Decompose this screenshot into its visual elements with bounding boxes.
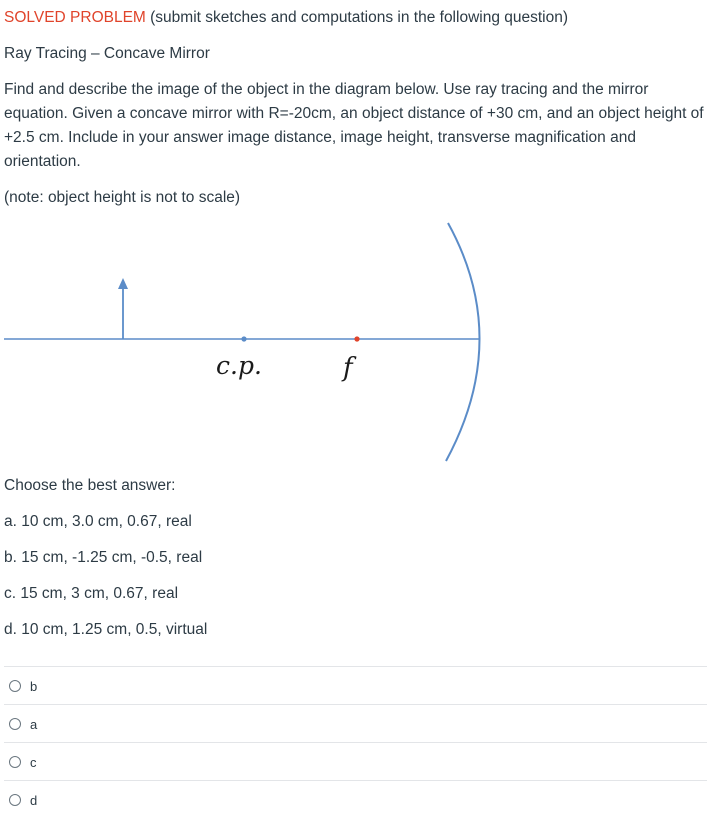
question-title: [4, 9, 568, 27]
question-body: Find and describe the image of the object in the diagram below. Use ray tracing and the mirror equation. Given a concave mirror with R=-20cm, an object distance of +30 cm, and an object height of +2.5 cm. Include in your answer image distance, image height, transverse magnification and orientation.: [4, 81, 704, 170]
answer-label: a: [30, 716, 38, 732]
answer-label: c: [30, 754, 37, 770]
mirror-diagram: [0, 218, 715, 468]
cp-dot: [241, 336, 246, 341]
concave-mirror: [446, 223, 480, 461]
answer-option-b[interactable]: [4, 666, 707, 705]
title-instructions: (submit sketches and computations in the following question): [145, 9, 569, 26]
radio-button[interactable]: [9, 680, 21, 692]
choice-b-text: b. 15 cm, -1.25 cm, -0.5, real: [4, 549, 203, 566]
choice-a-text: a. 10 cm, 3.0 cm, 0.67, real: [4, 513, 192, 530]
answer-label: d: [30, 792, 38, 808]
radio-button[interactable]: [9, 794, 21, 806]
choice-c-text: c. 15 cm, 3 cm, 0.67, real: [4, 585, 179, 602]
choice-d-text: d. 10 cm, 1.25 cm, 0.5, virtual: [4, 621, 208, 638]
answer-option-c[interactable]: [4, 742, 707, 781]
solved-problem-label: SOLVED PROBLEM: [4, 9, 146, 26]
cp-label: c.p.: [216, 351, 262, 380]
answer-option-d[interactable]: [4, 780, 707, 819]
scale-note: (note: object height is not to scale): [4, 189, 241, 206]
subtitle: Ray Tracing – Concave Mirror: [4, 45, 210, 62]
radio-button[interactable]: [9, 756, 21, 768]
radio-button[interactable]: [9, 718, 21, 730]
answer-option-a[interactable]: [4, 704, 707, 743]
choices-prompt: Choose the best answer:: [4, 477, 176, 494]
f-label: f: [343, 353, 353, 383]
object-arrow-head: [118, 278, 128, 289]
focal-dot: [354, 336, 359, 341]
answer-label: b: [30, 678, 38, 694]
